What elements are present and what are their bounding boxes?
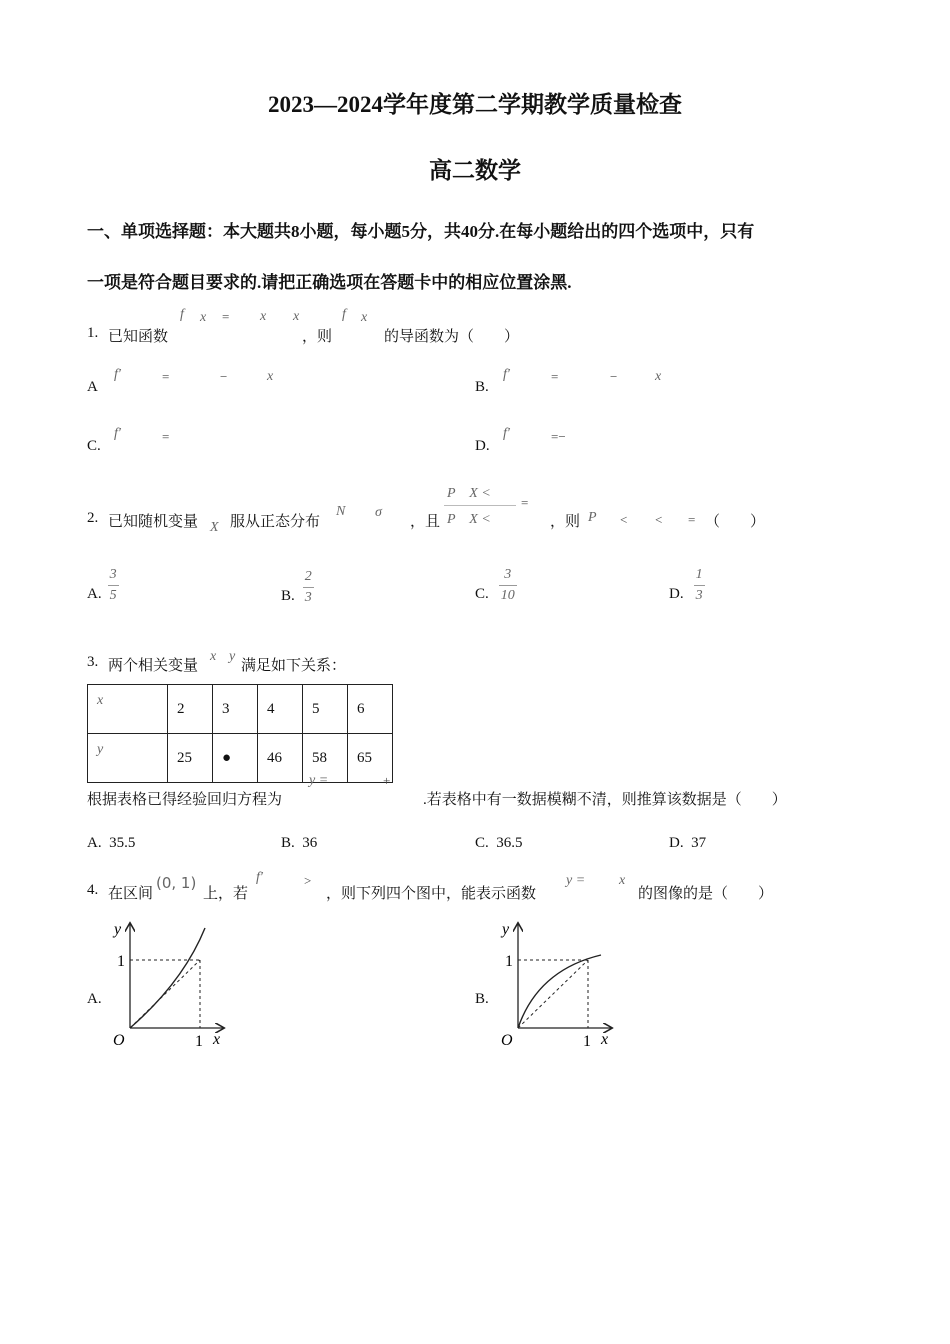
- q3-var-y: y: [229, 649, 236, 664]
- curve: [130, 928, 205, 1028]
- q2-option-d-label: D.: [669, 586, 684, 602]
- q1-f: f: [180, 307, 184, 322]
- q3-option-b-label: B.: [281, 835, 295, 851]
- q4-graph-a[interactable]: [105, 918, 235, 1053]
- q2-option-a-num: 3: [109, 567, 117, 582]
- q1-option-c-label: C.: [87, 438, 101, 454]
- q3-option-d-text: 37: [691, 835, 707, 851]
- q3-x-cell: 2: [168, 685, 213, 734]
- q1-option-a-x: x: [267, 369, 274, 384]
- q4-graph-b[interactable]: [493, 918, 623, 1053]
- q1-f-term1: x: [260, 309, 267, 324]
- q1-text-pre: 已知函数: [108, 329, 169, 345]
- q2-text-mid3: ，则: [550, 514, 581, 530]
- q1-f-eq: =: [222, 309, 230, 324]
- q2-option-b-label: B.: [281, 588, 295, 604]
- q1-option-a-label: A: [87, 379, 98, 395]
- q3-option-d-label: D.: [669, 835, 684, 851]
- q1-option-d-eq: =−: [551, 429, 566, 444]
- y-axis-label: y: [114, 921, 122, 938]
- q2-number: 2.: [87, 510, 99, 526]
- y-axis-label: y: [502, 921, 510, 938]
- q1-text-post: 的导函数为（ ）: [384, 329, 520, 345]
- q4-graph-b-label: B.: [475, 991, 489, 1007]
- q1-option-a-eq: =: [162, 369, 170, 384]
- q4-text-mid: 上，若: [203, 886, 249, 902]
- q3-x-cell: 4: [258, 685, 303, 734]
- tick-one-y: 1: [505, 953, 513, 970]
- q1-option-c-fprime: f′: [114, 426, 121, 441]
- q2-option-d-num: 1: [695, 567, 703, 582]
- x-axis-label: x: [213, 1031, 221, 1048]
- exam-title: 2023—2024学年度第二学期教学质量检查: [268, 92, 682, 117]
- section-heading-line1: 一、单项选择题：本大题共8小题，每小题5分，共40分.在每小题给出的四个选项中，只有: [87, 222, 755, 241]
- q3-y-cell-blurred: ●: [213, 734, 258, 783]
- q4-graph-a-label: A.: [87, 991, 102, 1007]
- exam-subtitle: 高二数学: [429, 158, 521, 183]
- q3-row-x-label: x: [88, 685, 168, 734]
- q1-number: 1.: [87, 325, 99, 341]
- q3-option-d[interactable]: [669, 835, 706, 852]
- q1-option-d-fprime: f′: [503, 426, 510, 441]
- q4-x: x: [619, 873, 626, 888]
- q2-option-d-fraction: [694, 568, 705, 603]
- q3-eq-plus: +: [383, 773, 391, 788]
- q3-option-b-text: 36: [302, 835, 318, 851]
- q3-eq-y: y =: [309, 773, 329, 788]
- q2-option-b-num: 2: [304, 569, 312, 584]
- q2-option-d[interactable]: [669, 568, 705, 603]
- q4-text-pre: 在区间: [108, 886, 154, 902]
- q1-option-b-x: x: [655, 369, 662, 384]
- q2-frac-bar: [444, 505, 516, 506]
- q4-number: 4.: [87, 882, 99, 898]
- q1-option-c-eq: =: [162, 429, 170, 444]
- q1-text-mid: ，则: [302, 329, 333, 345]
- q1-option-b-eq: =: [551, 369, 559, 384]
- table-row: [88, 734, 393, 783]
- q3-text-post: 满足如下关系：: [241, 658, 347, 674]
- q4-gt: >: [304, 873, 312, 888]
- q3-option-b[interactable]: [281, 835, 317, 852]
- tick-one-y: 1: [117, 953, 125, 970]
- q3-option-c[interactable]: [475, 835, 523, 852]
- q2-text-pre: 已知随机变量: [108, 514, 199, 530]
- section-heading-line2: 一项是符合题目要求的.请把正确选项在答题卡中的相应位置涂黑.: [87, 273, 572, 292]
- q2-sigma: σ: [375, 505, 382, 520]
- q2-frac-den: P X <: [447, 512, 491, 527]
- tick-one-x: 1: [583, 1033, 591, 1050]
- q1-f2-arg: x: [361, 310, 368, 325]
- q2-option-c-num: 3: [504, 567, 512, 582]
- q2-p: P: [588, 510, 597, 525]
- tick-one-x: 1: [195, 1033, 203, 1050]
- q3-var-x: x: [210, 649, 217, 664]
- q3-y-cell: 58: [303, 734, 348, 783]
- q3-option-a-text: 35.5: [109, 835, 136, 851]
- q3-y-cell: 65: [348, 734, 393, 783]
- q3-option-a[interactable]: [87, 835, 135, 852]
- q3-x-cell: 5: [303, 685, 348, 734]
- q2-text-mid2: ，且: [410, 514, 441, 530]
- q1-option-d-label: D.: [475, 438, 490, 454]
- q1-option-b-label: B.: [475, 379, 489, 395]
- q2-option-c-fraction: [499, 568, 517, 603]
- q2-lt2: <: [655, 512, 663, 527]
- q3-option-c-label: C.: [475, 835, 489, 851]
- q3-x-cell: 6: [348, 685, 393, 734]
- dashed-diagonal: [518, 960, 588, 1028]
- q3-number: 3.: [87, 654, 99, 670]
- q2-text-mid: 服从正态分布: [230, 514, 321, 530]
- q3-after-pre: 根据表格已得经验回归方程为: [87, 792, 283, 808]
- q2-var-x: X: [210, 520, 219, 535]
- q1-option-a-minus: −: [220, 369, 228, 384]
- q1-f-term2: x: [293, 309, 300, 324]
- q4-text-mid2: ，则下列四个图中，能表示函数: [326, 886, 537, 902]
- q2-frac-eq: =: [521, 495, 529, 510]
- curve: [518, 955, 601, 1028]
- q4-interval: (0, 1): [156, 874, 197, 892]
- q2-option-b[interactable]: [281, 570, 314, 605]
- q4-fprime: f′: [256, 870, 263, 885]
- q2-normal-n: N: [336, 504, 346, 519]
- q3-y-cell: 46: [258, 734, 303, 783]
- x-axis-label: x: [601, 1031, 609, 1048]
- q2-lt1: <: [620, 512, 628, 527]
- q2-option-b-den: 3: [303, 587, 314, 605]
- q2-eq: =: [688, 512, 696, 527]
- q4-y-eq: y =: [566, 873, 586, 888]
- q3-option-c-text: 36.5: [496, 835, 523, 851]
- q3-y-cell: 25: [168, 734, 213, 783]
- q1-f2: f: [342, 307, 346, 322]
- q3-row-y-label: y: [88, 734, 168, 783]
- q3-option-a-label: A.: [87, 835, 102, 851]
- q2-option-d-den: 3: [694, 585, 705, 603]
- q1-option-a-fprime: f′: [114, 367, 121, 382]
- q4-text-post: 的图像的是（ ）: [638, 886, 774, 902]
- origin-label: O: [501, 1032, 513, 1049]
- q2-option-c[interactable]: [475, 568, 517, 603]
- q3-x-cell: 3: [213, 685, 258, 734]
- q2-option-a[interactable]: [87, 568, 119, 603]
- q2-option-b-fraction: [303, 570, 314, 605]
- q1-f-arg: x: [200, 310, 207, 325]
- table-row: [88, 685, 393, 734]
- q2-text-post: （ ）: [705, 514, 766, 530]
- q2-frac-num: P X <: [447, 486, 491, 501]
- q3-data-table: [87, 684, 393, 783]
- q1-option-b-fprime: f′: [503, 367, 510, 382]
- origin-label: O: [113, 1032, 125, 1049]
- q2-option-a-fraction: [108, 568, 119, 603]
- q2-option-a-den: 5: [108, 585, 119, 603]
- q3-text-pre: 两个相关变量: [108, 658, 199, 674]
- q2-option-c-den: 10: [499, 585, 517, 603]
- q2-option-a-label: A.: [87, 586, 102, 602]
- q3-after-post: .若表格中有一数据模糊不清，则推算该数据是（ ）: [423, 792, 787, 808]
- q1-option-b-minus: −: [610, 369, 618, 384]
- q2-option-c-label: C.: [475, 586, 489, 602]
